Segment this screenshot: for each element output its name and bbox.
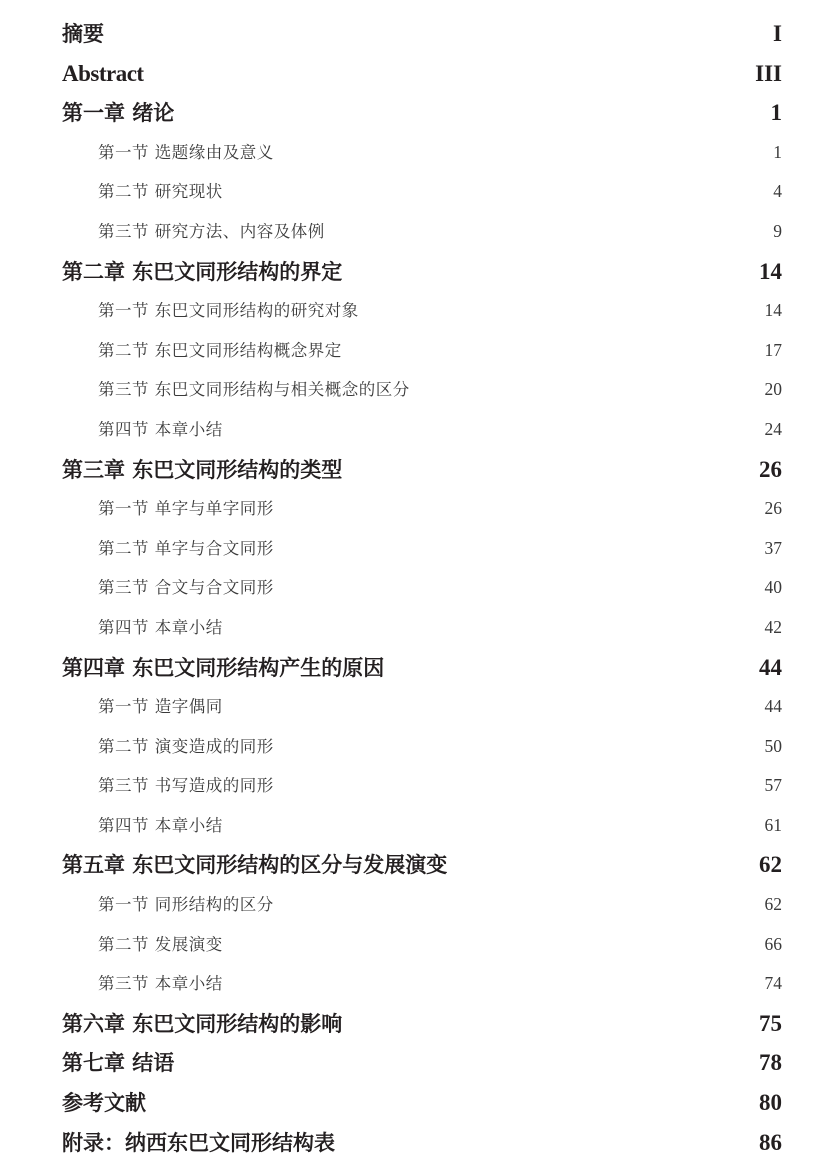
toc-entry-title: 第二节 单字与合文同形 [98,538,274,558]
toc-entry-title: 第五章 东巴文同形结构的区分与发展演变 [62,853,448,878]
toc-entry-section-4-2[interactable] [62,727,782,767]
toc-entry-title: 第四节 本章小结 [98,617,223,637]
toc-entry-page: 14 [764,300,782,321]
toc-entry-section-2-3[interactable] [62,370,782,410]
toc-entry-title: 第四章 东巴文同形结构产生的原因 [62,655,385,680]
toc-entry-title: 第二章 东巴文同形结构的界定 [62,259,343,284]
toc-entry-page: III [755,60,782,86]
toc-entry-section-3-2[interactable] [62,529,782,569]
toc-entry-page: 61 [764,814,782,835]
toc-entry-abstract-en[interactable] [62,54,782,94]
toc-entry-page: 14 [759,258,782,284]
toc-entry-title: 第二节 发展演变 [98,934,223,954]
toc-entry-chapter-2[interactable] [62,252,782,292]
toc-entry-references[interactable] [62,1083,782,1123]
toc-entry-page: 80 [759,1090,782,1116]
toc-entry-title: 附录：纳西东巴文同形结构表 [62,1130,335,1155]
toc-entry-section-2-2[interactable] [62,331,782,371]
toc-entry-section-4-1[interactable] [62,687,782,727]
toc-entry-title: 第一章 绪论 [62,101,175,126]
toc-entry-section-1-2[interactable] [62,172,782,212]
toc-entry-chapter-7[interactable] [62,1043,782,1083]
toc-entry-section-3-1[interactable] [62,489,782,529]
toc-entry-title: 参考文献 [62,1091,146,1116]
toc-entry-title: 第四节 本章小结 [98,815,223,835]
toc-entry-title: Abstract [62,60,144,86]
toc-entry-title: 第三节 东巴文同形结构与相关概念的区分 [98,380,410,400]
toc-entry-chapter-1[interactable] [62,93,782,133]
toc-entry-title: 第三节 合文与合文同形 [98,578,274,598]
toc-entry-page: 57 [764,775,782,796]
toc-entry-section-1-3[interactable] [62,212,782,252]
toc-entry-section-3-3[interactable] [62,568,782,608]
toc-entry-section-5-3[interactable] [62,964,782,1004]
toc-entry-page: 74 [764,973,782,994]
toc-entry-section-4-3[interactable] [62,766,782,806]
toc-entry-title: 第三节 书写造成的同形 [98,776,274,796]
toc-entry-page: 50 [764,735,782,756]
toc-entry-title: 第三节 本章小结 [98,974,223,994]
toc-entry-page: 44 [759,654,782,680]
toc-entry-page: 44 [764,696,782,717]
toc-entry-title: 第四节 本章小结 [98,419,223,439]
toc-entry-page: 20 [764,379,782,400]
toc-entry-page: 78 [759,1050,782,1076]
toc-entry-section-1-1[interactable] [62,133,782,173]
toc-entry-section-5-1[interactable] [62,885,782,925]
toc-entry-page: 75 [759,1010,782,1036]
toc-entry-page: 40 [764,577,782,598]
toc-entry-title: 第三章 东巴文同形结构的类型 [62,457,343,482]
toc-entry-title: 第二节 演变造成的同形 [98,736,274,756]
toc-entry-page: 26 [764,498,782,519]
toc-entry-title: 第二节 研究现状 [98,182,223,202]
toc-entry-title: 第一节 东巴文同形结构的研究对象 [98,301,359,321]
toc-entry-page: 24 [764,418,782,439]
toc-entry-page: 26 [759,456,782,482]
toc-entry-section-2-4[interactable] [62,410,782,450]
toc-entry-chapter-3[interactable] [62,450,782,490]
table-of-contents [62,14,782,1162]
toc-entry-abstract-cn[interactable] [62,14,782,54]
toc-entry-chapter-6[interactable] [62,1004,782,1044]
toc-entry-chapter-5[interactable] [62,845,782,885]
toc-entry-title: 第六章 东巴文同形结构的影响 [62,1011,343,1036]
toc-entry-title: 第一节 选题缘由及意义 [98,142,274,162]
toc-entry-title: 第一节 同形结构的区分 [98,895,274,915]
toc-entry-page: 17 [764,339,782,360]
toc-entry-chapter-4[interactable] [62,648,782,688]
toc-entry-page: 1 [770,100,782,126]
toc-entry-page: 1 [773,141,782,162]
toc-entry-section-4-4[interactable] [62,806,782,846]
toc-entry-page: 66 [764,933,782,954]
toc-entry-page: 4 [773,181,782,202]
toc-entry-title: 第二节 东巴文同形结构概念界定 [98,340,342,360]
toc-entry-title: 第七章 结语 [62,1051,175,1076]
toc-entry-section-5-2[interactable] [62,925,782,965]
toc-entry-appendix[interactable] [62,1123,782,1163]
toc-entry-title: 第一节 造字偶同 [98,697,223,717]
toc-entry-page: 37 [764,537,782,558]
toc-entry-page: I [773,21,782,46]
toc-entry-page: 9 [773,220,782,241]
toc-entry-title: 摘要 [62,22,104,46]
toc-entry-page: 62 [764,894,782,915]
toc-entry-section-2-1[interactable] [62,291,782,331]
toc-entry-page: 86 [759,1129,782,1155]
toc-entry-section-3-4[interactable] [62,608,782,648]
toc-entry-title: 第一节 单字与单字同形 [98,499,274,519]
toc-entry-page: 42 [764,616,782,637]
toc-entry-title: 第三节 研究方法、内容及体例 [98,221,325,241]
toc-entry-page: 62 [759,852,782,878]
